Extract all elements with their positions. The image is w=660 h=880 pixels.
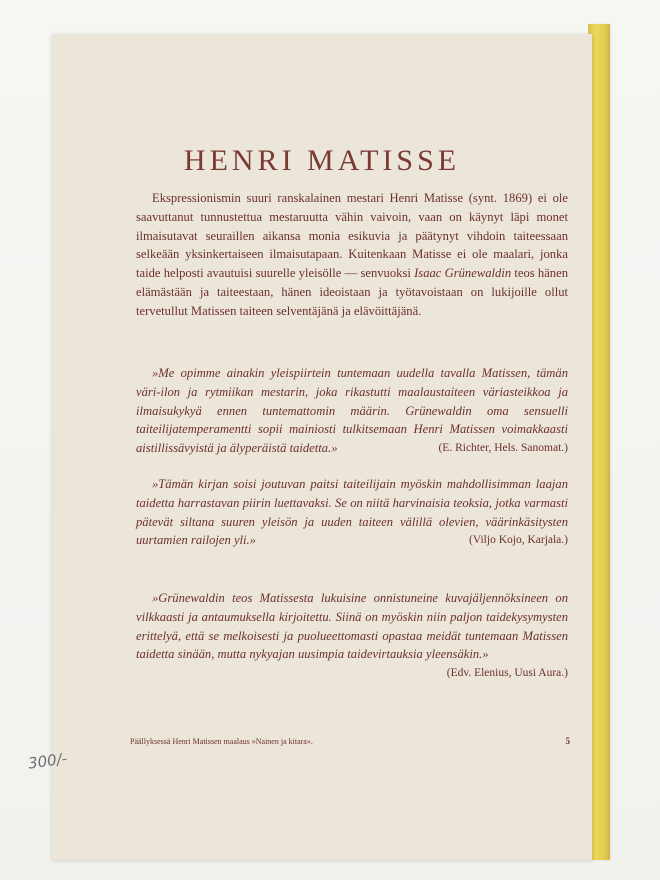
review-quote-2-source: (Viljo Kojo, Karjala.) (469, 534, 568, 547)
book-title: HENRI MATISSE (183, 144, 461, 177)
pencil-price-mark: 300/- (26, 749, 69, 773)
review-quote-3-source: (Edv. Elenius, Uusi Aura.) (446, 667, 568, 680)
review-quote-2-text: »Tämän kirjan soisi joutuvan paitsi taiteilijain myöskin mahdollisimman laajan taidetta harrastavan piirin luettavaksi. Se on niitä harvinaisia teoksia, jotka varmasti pätevät siltana suuren yleisön ja uuden taiteen välillä olevien, väärinkäsitysten uurtamien railojen yli.» (136, 477, 568, 548)
book-back-cover (52, 34, 592, 860)
review-quote-3-text: »Grünewaldin teos Matissesta lukuisine onnistuneine kuvajäljennöksineen on vilkkaasti ja antaumuksella kirjoitettu. Siinä on myöskin niin paljon taidekysymysten erittelyä, että se melkoisesti ja puolueettomasti opastaa meidät tuntemaan Matissen taidetta sinään, mutta nykyajan uusimpia taidevirtauksia yleensäkin.» (136, 591, 568, 662)
review-quote-2 (136, 475, 568, 550)
page-number: 5 (565, 736, 570, 746)
review-quote-1 (136, 364, 568, 458)
cover-caption (130, 737, 570, 746)
review-quote-3 (136, 589, 568, 683)
intro-text-part1: Ekspressionismin suuri ranskalainen mestari Henri Matisse (synt. 1869) ei ole saavuttanut tunnustettua mestaruutta vähin vaivoin, vaan on käynyt läpi monet ilmaisutavat seuraillen aikansa monia esikuvia ja päätynyt vihdoin taiteessaan selkeään yksinkertaiseen ilmaisutapaan. Kuitenkaan Matisse ei ole maalari, jonka taide helposti avautuisi suurelle yleisölle — senvuoksi (136, 191, 568, 281)
cover-caption-text: Päällyksessä Henri Matissen maalaus »Nainen ja kitara». (130, 737, 313, 746)
intro-paragraph (136, 189, 568, 321)
review-quote-1-text: »Me opimme ainakin yleispiirtein tuntemaan uudella tavalla Matissen, tämän väri-ilon ja rytmiikan mestarin, joka rikastutti maalaustaiteen väriasteikkoa ja ilmaisukykyä ennen tuntemattomin määrin. Grünewaldin oma sensuelli taiteilijatemperamentti sopii mainiosti tulkitsemaan Henri Matissen voimakkaasti aistillissävyistä ja älyperäistä taidetta.» (136, 366, 568, 456)
intro-text-part2: teos hänen elämästään ja taiteestaan, hänen ideoistaan ja työtavoistaan on lukijoille ollut tervetullut Matissen taiteen selventäjänä ja elävöittäjänä. (136, 266, 568, 318)
intro-italic-author: Isaac Grünewaldin (414, 266, 512, 281)
review-quote-1-source: (E. Richter, Hels. Sanomat.) (438, 442, 568, 455)
